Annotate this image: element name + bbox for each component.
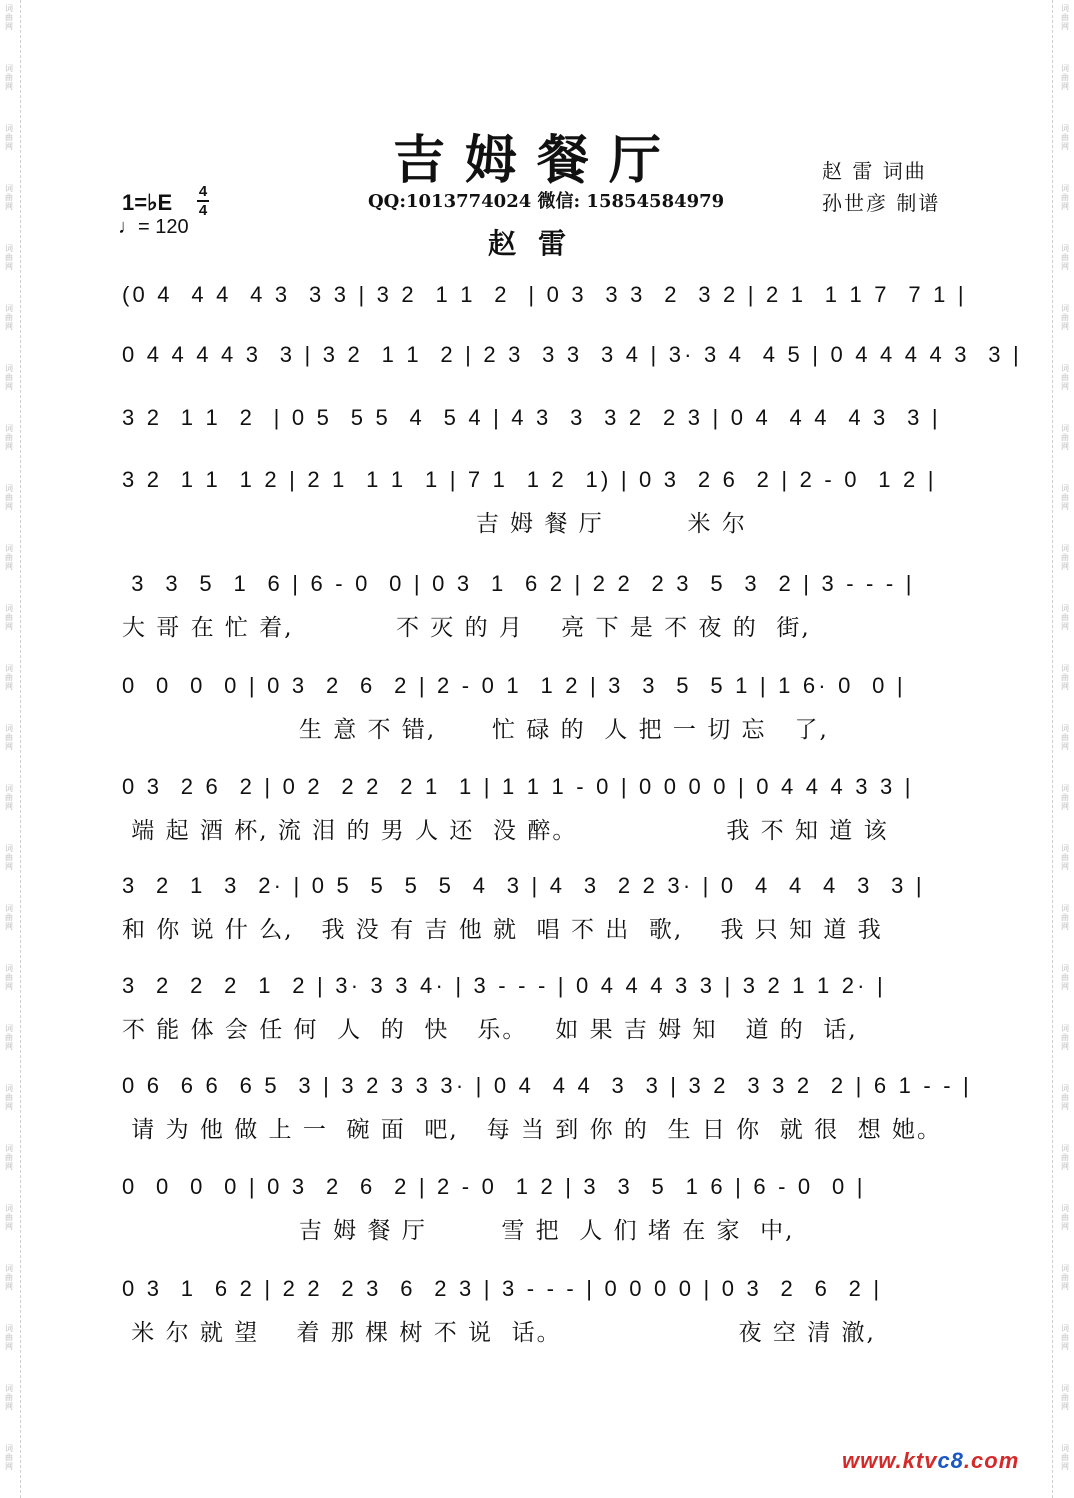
website-logo (842, 1448, 1019, 1474)
website-mid: c8 (937, 1448, 964, 1473)
notation-row: 0 0 0 0 | 0 3 2 6 2 | 2 - 0 1 2 | 3 3 5 1 6 | 6 - 0 0 | (122, 1174, 866, 1199)
watermark-text: 词 曲 网 (1061, 1084, 1069, 1111)
watermark-text: 词 曲 网 (1061, 124, 1069, 151)
watermark-text: 词 曲 网 (1061, 4, 1069, 31)
lyrics-row: 端 起 酒 杯, 流 泪 的 男 人 还 没 醉。 我 不 知 道 该 (122, 818, 889, 844)
notation-row: 3 2 1 1 1 2 | 2 1 1 1 1 | 7 1 1 2 1) | 0 3 2 6 2 | 2 - 0 1 2 | (122, 467, 937, 492)
lyrics-row: 请 为 他 做 上 一 碗 面 吧, 每 当 到 你 的 生 日 你 就 很 想 她。 (122, 1117, 943, 1143)
watermark-text: 词 曲 网 (1061, 244, 1069, 271)
watermark-text: 词 曲 网 (1061, 844, 1069, 871)
watermark-text: 词 曲 网 (5, 544, 13, 571)
watermark-text: 词 曲 网 (5, 1264, 13, 1291)
watermark-text: 词 曲 网 (5, 664, 13, 691)
notation-row: 0 3 1 6 2 | 2 2 2 3 6 2 3 | 3 - - - | 0 0 0 0 | 0 3 2 6 2 | (122, 1276, 883, 1301)
watermark-text: 词 曲 网 (1061, 364, 1069, 391)
notation-row: 0 4 4 4 4 3 3 | 3 2 1 1 2 | 2 3 3 3 3 4 | 3· 3 4 4 5 | 0 4 4 4 4 3 3 | (122, 342, 1022, 367)
watermark-text: 词 曲 网 (5, 1384, 13, 1411)
watermark-text: 词 曲 网 (1061, 424, 1069, 451)
watermark-text: 词 曲 网 (5, 184, 13, 211)
watermark-text: 词 曲 网 (1061, 1444, 1069, 1471)
arranger-credit: 孙世彦 制谱 (822, 191, 941, 215)
notation-row: 3 2 1 1 2 | 0 5 5 5 4 5 4 | 4 3 3 3 2 2 3 | 0 4 4 4 4 3 3 | (122, 405, 941, 430)
watermark-text: 词 曲 网 (1061, 1024, 1069, 1051)
watermark-text: 词 曲 网 (5, 304, 13, 331)
watermark-text: 词 曲 网 (5, 1204, 13, 1231)
watermark-text: 词 曲 网 (5, 1444, 13, 1471)
watermark-text: 词 曲 网 (1061, 1204, 1069, 1231)
watermark-text: 词 曲 网 (1061, 64, 1069, 91)
watermark-text: 词 曲 网 (5, 424, 13, 451)
time-signature-top: 4 (198, 183, 208, 200)
watermark-text: 词 曲 网 (1061, 544, 1069, 571)
watermark-text: 词 曲 网 (5, 904, 13, 931)
notation-row: 3 2 2 2 1 2 | 3· 3 3 4· | 3 - - - | 0 4 4 4 3 3 | 3 2 1 1 2· | (122, 973, 886, 998)
watermark-text: 词 曲 网 (5, 484, 13, 511)
watermark-text: 词 曲 网 (5, 4, 13, 31)
watermark-text: 词 曲 网 (5, 1324, 13, 1351)
watermark-text: 词 曲 网 (5, 1084, 13, 1111)
left-cut-line (20, 0, 21, 1498)
watermark-text: 词 曲 网 (1061, 784, 1069, 811)
notation-row: 0 0 0 0 | 0 3 2 6 2 | 2 - 0 1 1 2 | 3 3 5 5 1 | 1 6· 0 0 | (122, 673, 906, 698)
key-signature: 1=♭E (122, 190, 173, 215)
watermark-text: 词 曲 网 (1061, 184, 1069, 211)
watermark-text: 词 曲 网 (5, 604, 13, 631)
time-signature-bottom: 4 (198, 202, 208, 219)
lyrics-row: 米 尔 就 望 着 那 棵 树 不 说 话。 夜 空 清 澈, (122, 1320, 876, 1346)
left-watermark-strip (0, 0, 18, 1498)
lyrics-row: 吉 姆 餐 厅 米 尔 (122, 511, 747, 537)
composer-credit: 赵 雷 词曲 (822, 159, 927, 183)
lyrics-row: 和 你 说 什 么, 我 没 有 吉 他 就 唱 不 出 歌, 我 只 知 道 我 (122, 917, 883, 943)
watermark-text: 词 曲 网 (1061, 964, 1069, 991)
watermark-text: 词 曲 网 (1061, 1144, 1069, 1171)
singer-name: 赵雷 (488, 227, 589, 260)
watermark-text: 词 曲 网 (5, 724, 13, 751)
lyrics-row: 大 哥 在 忙 着, 不 灭 的 月 亮 下 是 不 夜 的 街, (122, 615, 811, 641)
notation-row: 0 3 2 6 2 | 0 2 2 2 2 1 1 | 1 1 1 - 0 | 0 0 0 0 | 0 4 4 4 3 3 | (122, 774, 914, 799)
notation-row: (0 4 4 4 4 3 3 3 | 3 2 1 1 2 | 0 3 3 3 2 3 2 | 2 1 1 1 7 7 1 | (122, 282, 967, 307)
notation-row: 0 6 6 6 6 5 3 | 3 2 3 3 3· | 0 4 4 4 3 3 | 3 2 3 3 2 2 | 6 1 - - | (122, 1073, 972, 1098)
time-signature (197, 184, 209, 218)
song-title: 吉姆餐厅 (392, 130, 681, 191)
watermark-text: 词 曲 网 (1061, 724, 1069, 751)
lyrics-row: 吉 姆 餐 厅 雪 把 人 们 堵 在 家 中, (122, 1218, 795, 1244)
watermark-text: 词 曲 网 (1061, 304, 1069, 331)
watermark-text: 词 曲 网 (5, 64, 13, 91)
watermark-text: 词 曲 网 (1061, 664, 1069, 691)
watermark-text: 词 曲 网 (1061, 604, 1069, 631)
watermark-text: 词 曲 网 (5, 784, 13, 811)
watermark-text: 词 曲 网 (1061, 904, 1069, 931)
website-suffix: .com (963, 1448, 1020, 1473)
contact-info: QQ:1013774024 微信: 15854584979 (368, 191, 725, 212)
watermark-text: 词 曲 网 (5, 1024, 13, 1051)
notation-row: 3 3 5 1 6 | 6 - 0 0 | 0 3 1 6 2 | 2 2 2 3 5 3 2 | 3 - - - | (122, 571, 915, 596)
website-prefix: www.ktv (842, 1448, 938, 1473)
watermark-text: 词 曲 网 (5, 244, 13, 271)
lyrics-row: 不 能 体 会 任 何 人 的 快 乐。 如 果 吉 姆 知 道 的 话, (122, 1017, 858, 1043)
tempo-marking: ♩= 120 (118, 216, 189, 238)
watermark-text: 词 曲 网 (1061, 1264, 1069, 1291)
notation-row: 3 2 1 3 2· | 0 5 5 5 5 4 3 | 4 3 2 2 3· | 0 4 4 4 3 3 | (122, 873, 925, 898)
watermark-text: 词 曲 网 (1061, 1384, 1069, 1411)
watermark-text: 词 曲 网 (5, 1144, 13, 1171)
watermark-text: 词 曲 网 (1061, 1324, 1069, 1351)
watermark-text: 词 曲 网 (5, 964, 13, 991)
watermark-text: 词 曲 网 (5, 364, 13, 391)
watermark-text: 词 曲 网 (5, 844, 13, 871)
watermark-text: 词 曲 网 (5, 124, 13, 151)
right-watermark-strip (1056, 0, 1074, 1498)
right-cut-line (1052, 0, 1053, 1498)
lyrics-row: 生 意 不 错, 忙 碌 的 人 把 一 切 忘 了, (122, 717, 829, 743)
watermark-text: 词 曲 网 (1061, 484, 1069, 511)
